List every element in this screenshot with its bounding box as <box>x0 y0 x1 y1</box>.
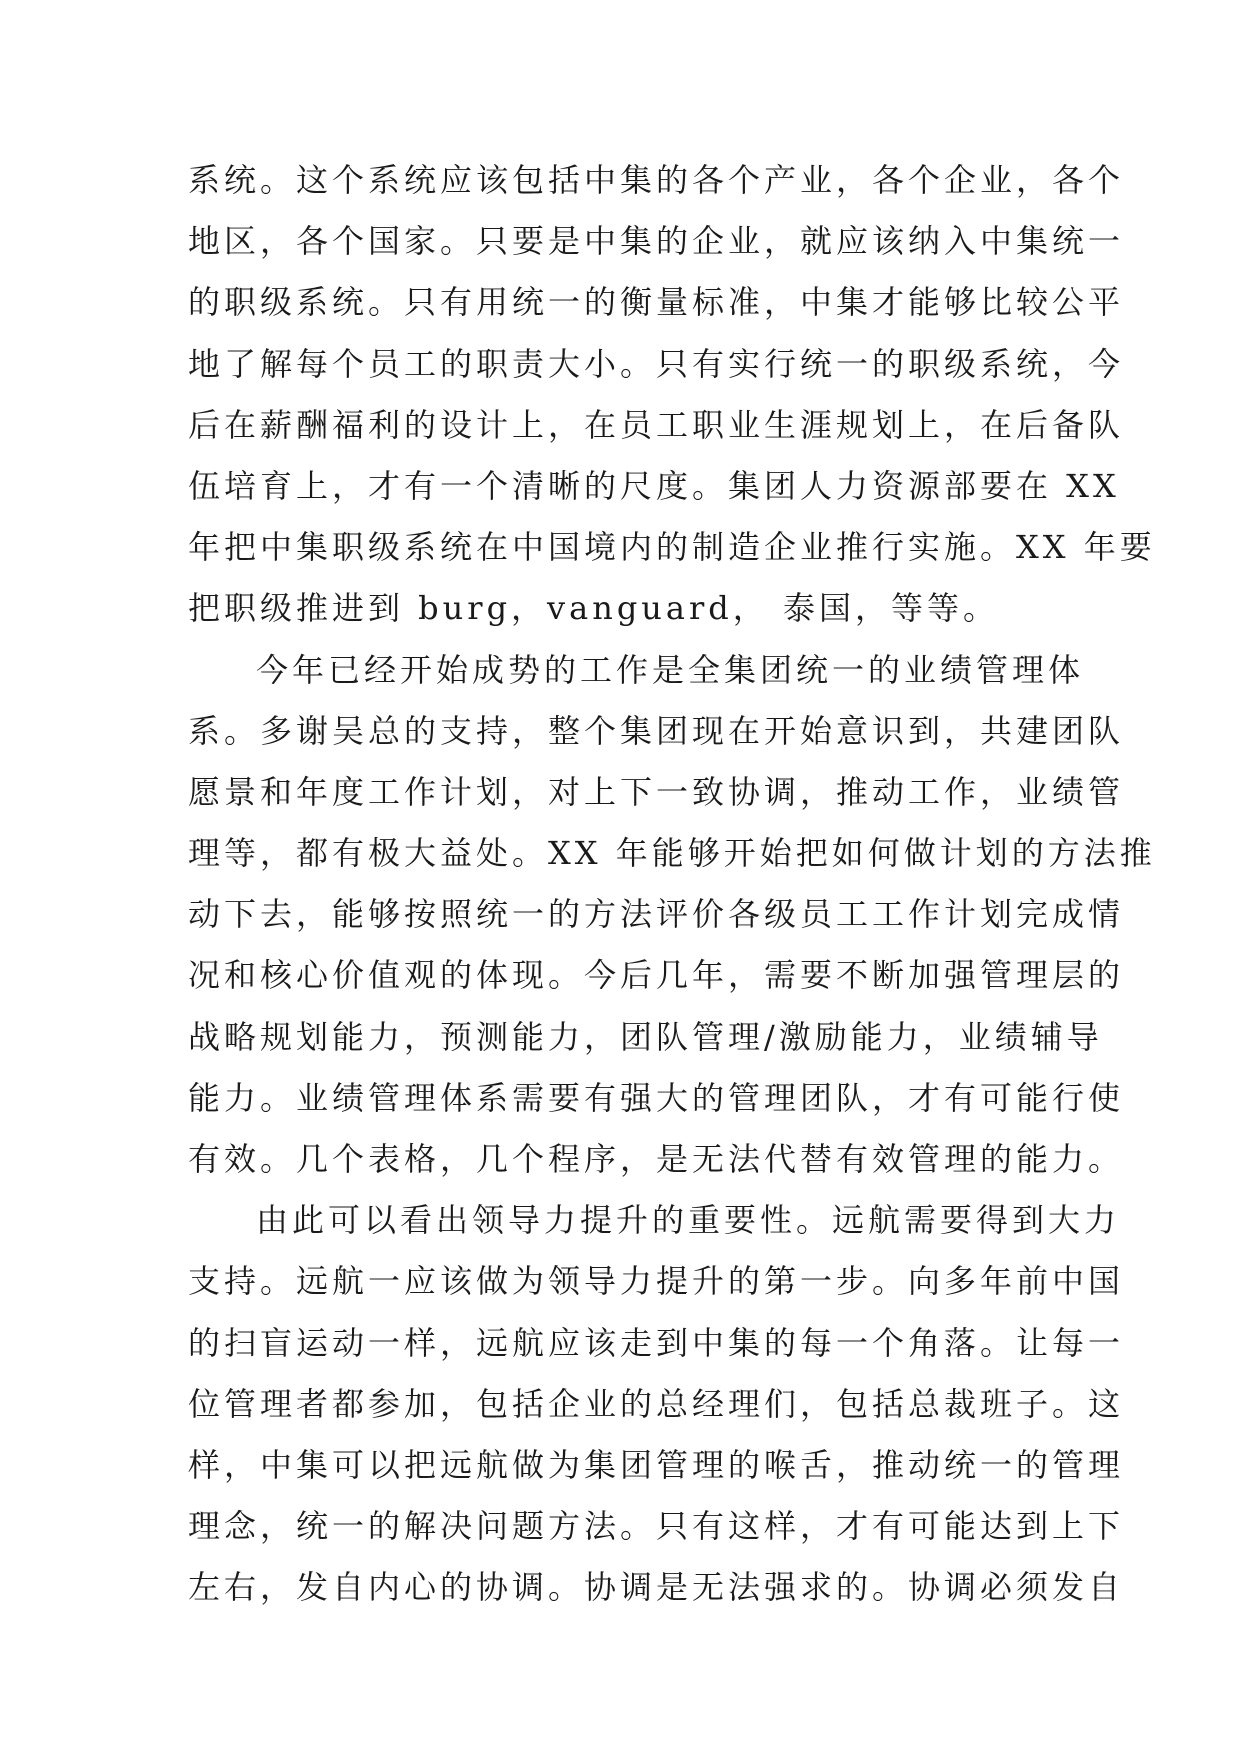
text-line: 况和核心价值观的体现。今后几年，需要不断加强管理层的 <box>188 956 1125 995</box>
text-line: 伍培育上，才有一个清晰的尺度。集团人力资源部要在 XX <box>188 466 1120 505</box>
text-line: 愿景和年度工作计划，对上下一致协调，推动工作，业绩管 <box>188 772 1125 811</box>
text-line: 有效。几个表格，几个程序，是无法代替有效管理的能力。 <box>188 1140 1125 1178</box>
text-line: 年把中集职级系统在中国境内的制造企业推行实施。XX 年要 <box>188 528 1156 567</box>
text-line: 的职级系统。只有用统一的衡量标准，中集才能够比较公平 <box>188 283 1125 322</box>
text-line: 能力。业绩管理体系需要有强大的管理团队，才有可能行使 <box>188 1078 1125 1117</box>
text-line: 左右，发自内心的协调。协调是无法强求的。协调必须发自 <box>188 1568 1125 1607</box>
text-line: 系统。这个系统应该包括中集的各个产业，各个企业，各个 <box>188 161 1125 199</box>
body-text <box>188 150 1156 1619</box>
text-line: 后在薪酬福利的设计上，在员工职业生涯规划上，在后备队 <box>188 405 1125 444</box>
paragraph-start-line: 由此可以看出领导力提升的重要性。远航需要得到大力 <box>256 1201 1121 1240</box>
text-line: 理念，统一的解决问题方法。只有这样，才有可能达到上下 <box>188 1507 1125 1546</box>
text-line: 战略规划能力，预测能力，团队管理/激励能力，业绩辅导 <box>188 1017 1103 1056</box>
text-line: 把职级推进到 burg，vanguard， 泰国，等等。 <box>188 589 999 628</box>
text-line: 样，中集可以把远航做为集团管理的喉舌，推动统一的管理 <box>188 1445 1125 1484</box>
text-line: 支持。远航一应该做为领导力提升的第一步。向多年前中国 <box>188 1262 1125 1301</box>
text-line: 动下去，能够按照统一的方法评价各级员工工作计划完成情 <box>188 895 1125 934</box>
text-line: 地了解每个员工的职责大小。只有实行统一的职级系统，今 <box>188 344 1125 383</box>
paragraph-start-line: 今年已经开始成势的工作是全集团统一的业绩管理体 <box>256 650 1085 689</box>
text-line: 地区，各个国家。只要是中集的企业，就应该纳入中集统一 <box>188 222 1125 261</box>
text-line: 系。多谢吴总的支持，整个集团现在开始意识到，共建团队 <box>188 711 1125 750</box>
text-line: 的扫盲运动一样，远航应该走到中集的每一个角落。让每一 <box>188 1323 1125 1362</box>
text-line: 理等，都有极大益处。XX 年能够开始把如何做计划的方法推 <box>188 834 1156 873</box>
text-line: 位管理者都参加，包括企业的总经理们，包括总裁班子。这 <box>188 1384 1125 1423</box>
